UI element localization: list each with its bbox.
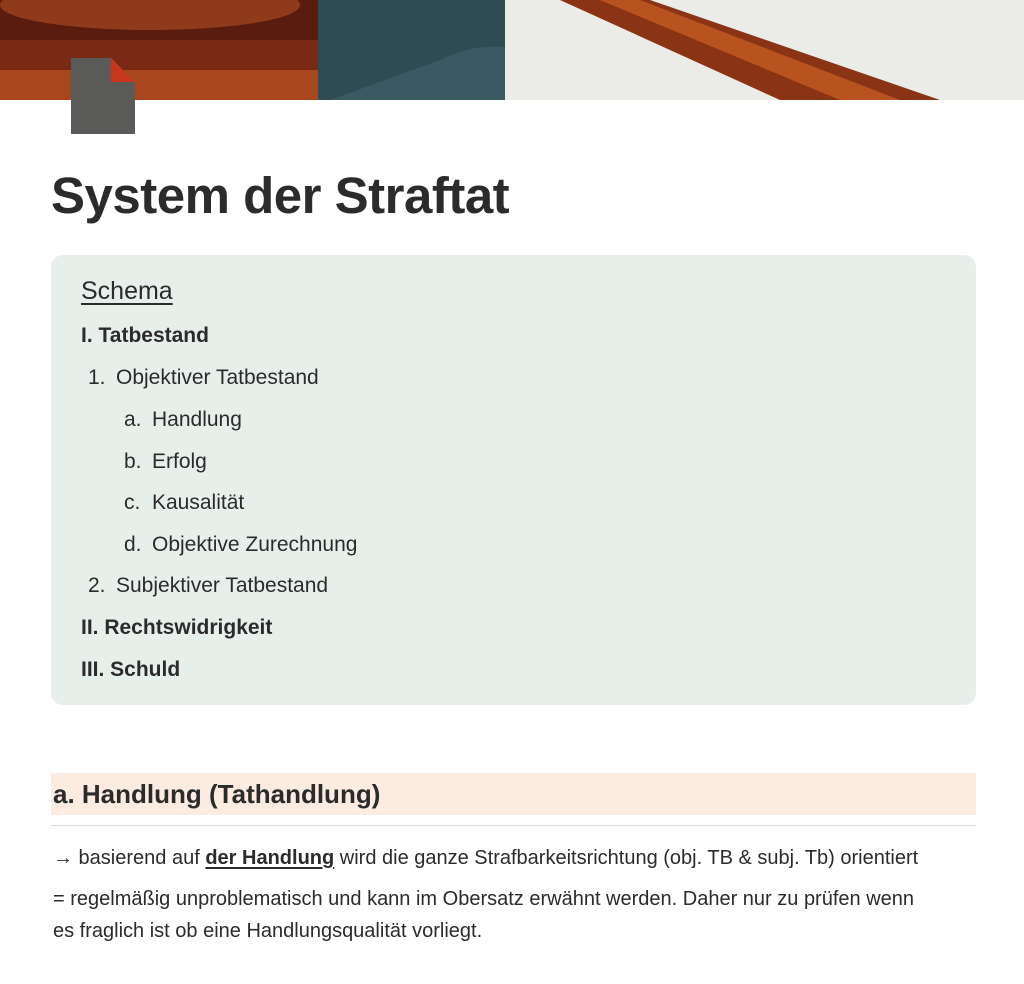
paragraph-explanation	[53, 883, 973, 947]
schema-item-label: Objektiver Tatbestand	[116, 366, 319, 389]
schema-item-rechtswidrigkeit	[81, 614, 272, 642]
cover-image[interactable]	[0, 0, 1024, 100]
paragraph-line: es fraglich ist ob eine Handlungsqualität vorliegt.	[53, 920, 483, 942]
gavel-cover-illustration	[0, 0, 1024, 100]
schema-item-schuld	[81, 656, 180, 684]
list-marker: a.	[124, 408, 142, 431]
schema-item-objektiver-tatbestand	[88, 364, 319, 392]
divider	[51, 825, 976, 826]
list-marker: 1.	[88, 366, 106, 389]
page-title: System der Straftat	[51, 167, 510, 224]
section-heading-band	[51, 773, 976, 815]
schema-heading: Schema	[81, 277, 173, 305]
schema-item-tatbestand	[81, 322, 209, 350]
schema-item-handlung	[124, 406, 242, 434]
emphasis-text: der Handlung	[205, 847, 335, 869]
section-heading: a. Handlung (Tathandlung)	[53, 779, 381, 809]
paragraph-text: → basierend auf	[53, 847, 206, 869]
schema-item-label: III. Schuld	[81, 658, 181, 681]
schema-item-label: I. Tatbestand	[81, 324, 209, 347]
schema-callout	[51, 255, 976, 705]
list-marker: c.	[124, 491, 141, 514]
schema-item-label: Erfolg	[152, 450, 207, 473]
paragraph-line: = regelmäßig unproblematisch und kann im Obersatz erwähnt werden. Daher nur zu prüfen wenn	[53, 888, 915, 910]
schema-item-label: Objektive Zurechnung	[152, 533, 358, 556]
schema-item-kausalitaet	[124, 489, 244, 517]
paragraph-text: wird die ganze Strafbarkeitsrichtung (obj. TB & subj. Tb) orientiert	[334, 847, 919, 869]
schema-item-label: Kausalität	[152, 491, 245, 514]
paragraph-basis	[53, 842, 973, 874]
document-icon[interactable]	[71, 58, 135, 134]
list-marker: 2.	[88, 574, 106, 597]
schema-item-label: Handlung	[152, 408, 242, 431]
schema-item-label: II. Rechtswidrigkeit	[81, 616, 273, 639]
schema-item-label: Subjektiver Tatbestand	[116, 574, 329, 597]
schema-item-erfolg	[124, 448, 207, 476]
list-marker: b.	[124, 450, 142, 473]
list-marker: d.	[124, 533, 142, 556]
schema-item-objektive-zurechnung	[124, 531, 357, 559]
schema-item-subjektiver-tatbestand	[88, 572, 328, 600]
